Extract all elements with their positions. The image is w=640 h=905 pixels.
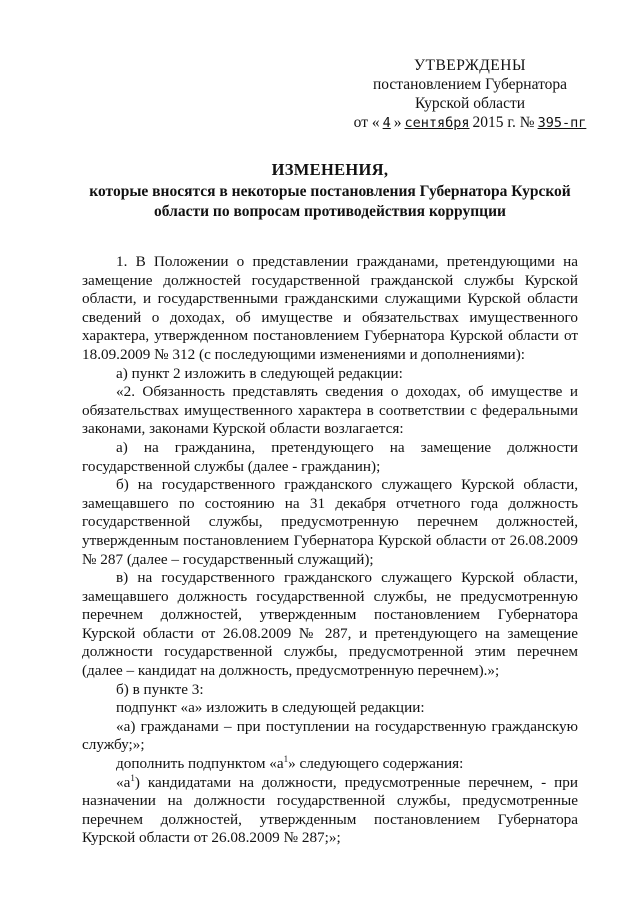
document-body [82,253,578,848]
paragraph-11-post: ) кандидатами на должности, предусмотренные перечнем, - при назначении на должности государственной службы, предусмотренные перечнем должностей, утвержденным постановлением Губернатора Курской области от 26.08.2009 № 287;»; [82,773,578,847]
date-mid: » [393,114,402,131]
decree-number: 395-пг [537,115,587,131]
approval-title: УТВЕРЖДЕНЫ [414,57,526,74]
paragraph-10-post: » следующего содержания: [288,755,464,773]
paragraph-10-sup: 1 [283,753,289,764]
date-year: 2015 г. № [472,114,535,131]
paragraph-7: б) в пункте 3: [116,680,204,698]
paragraph-11-sup: 1 [130,772,135,783]
approval-stamp [330,56,610,133]
paragraph-8: подпункт «а» изложить в следующей редакции: [116,699,425,717]
date-day: 4 [382,115,391,131]
date-month: сентября [404,115,470,131]
date-prefix: от « [353,114,380,131]
paragraph-4: а) на гражданина, претендующего на замещение должности государственной службы (далее - гражданин); [82,438,578,475]
approval-date-line [330,113,610,133]
paragraph-5: б) на государственного гражданского служащего Курской области, замещавшего по состоянию на 31 декабря отчетного года должность государственной службы, предусмотренную перечнем должностей, утвержденным постановлением Губернатора Курской области от 26.08.2009 № 287 (далее – государственный служащий); [82,476,578,568]
paragraph-10-pre: дополнить подпунктом «а [116,755,284,773]
paragraph-9: «а) гражданами – при поступлении на государственную гражданскую службу;»; [82,717,578,754]
paragraph-10 [82,755,578,774]
paragraph-6: в) на государственного гражданского служащего Курской области, замещавшего должность государственной службы, не предусмотренную перечнем должностей, утвержденным постановлением Губернатора Курской области от 26.08.2009 № 287, и претендующего на замещение должности государственной службы, предусмотренной этим перечнем (далее – кандидат на должность, предусмотренную перечнем).»; [82,569,578,680]
approval-line-resolution: постановлением Губернатора [372,76,568,93]
paragraph-1: 1. В Положении о представлении гражданами, претендующими на замещение должностей государственной гражданской службы Курской области, и государственными гражданскими служащими Курской области сведений о доходах, об имуществе и обязательствах имущественного характера, утвержденном постановлением Губернатора Курской области от 18.09.2009 № 312 (с последующими изменениями и дополнениями): [82,253,578,363]
heading-title: ИЗМЕНЕНИЯ, [271,160,389,179]
paragraph-11 [82,774,578,848]
paragraph-2: а) пункт 2 изложить в следующей редакции: [116,364,403,382]
paragraph-3: «2. Обязанность представлять сведения о доходах, об имуществе и обязательствах имущественного характера в соответствии с федеральными законами, законами Курской области возлагается: [82,383,578,438]
approval-line-region: Курской области [414,95,526,112]
paragraph-11-pre: «а [116,773,131,791]
document-heading [80,160,580,222]
heading-subtitle: которые вносятся в некоторые постановления Губернатора Курской области по вопросам противодействия коррупции [89,183,571,220]
